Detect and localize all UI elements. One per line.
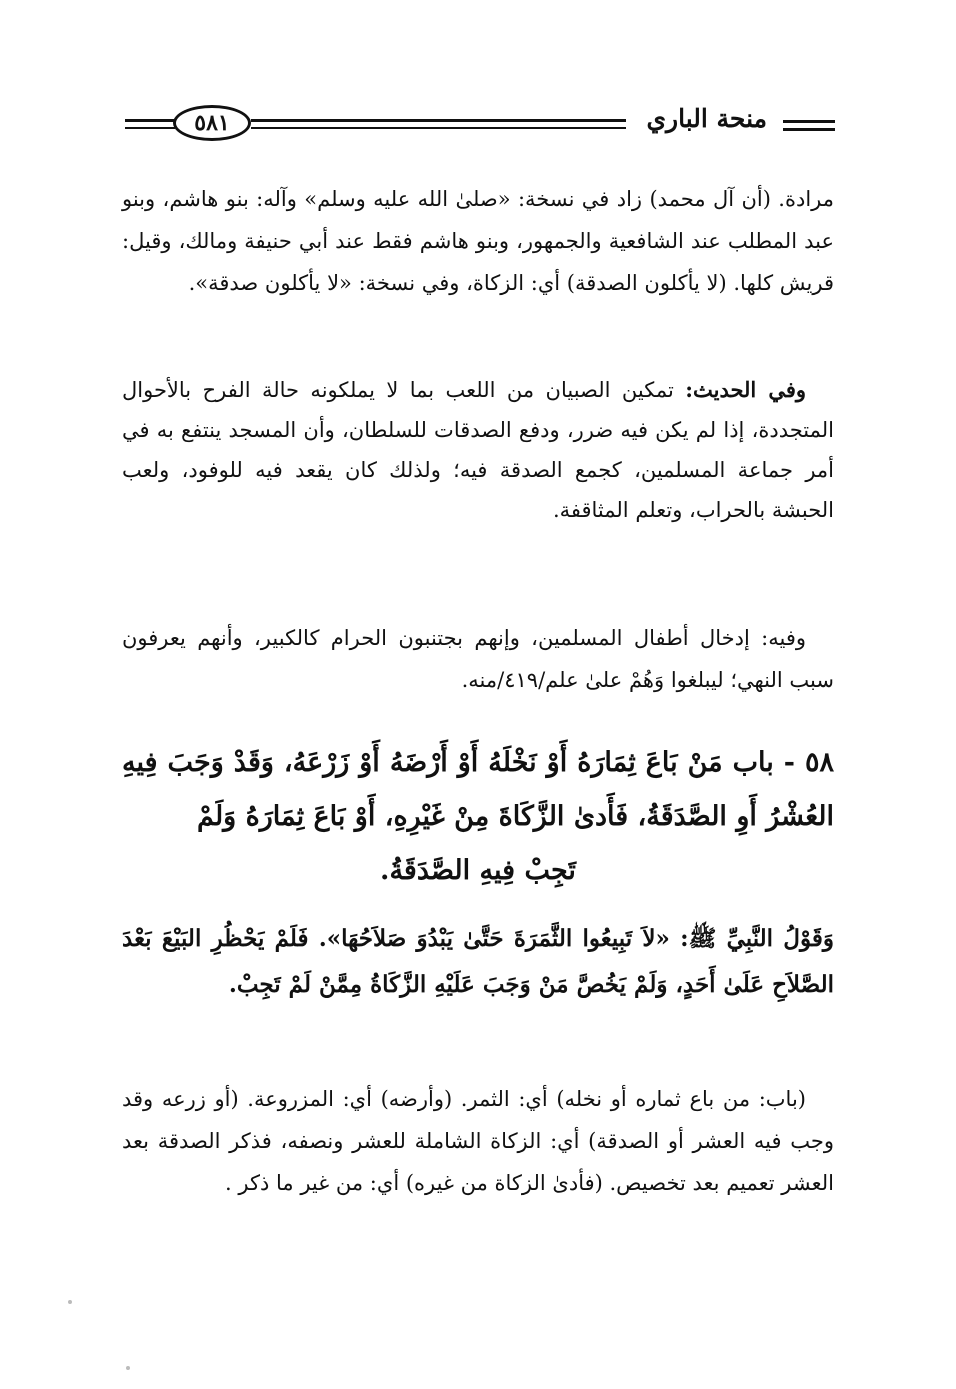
scan-speck (126, 1366, 130, 1370)
book-title: منحة الباري (646, 104, 767, 133)
scan-speck (68, 1300, 72, 1304)
chapter-heading (122, 736, 834, 898)
paragraph-lead: وفي الحديث: (685, 377, 807, 402)
commentary-paragraph-2 (122, 370, 834, 530)
paragraph-text: مرادة. (أن آل محمد) زاد في نسخة: «صلىٰ الله عليه وسلم» وآله: بنو هاشم، وبنو عبد المطلب عند الشافعية والجمهور، وبنو هاشم فقط عند أبي حنيفة ومالك، وقيل: قريش كلها. (لا يأكلون الصدقة) أي: الزكاة، وفي نسخة: «لا يأكلون صدقة». (122, 187, 834, 295)
paragraph-text: (باب: من باع ثماره أو نخله) أي: الثمر. (وأرضه) أي: المزروعة. (أو زرعه وقد وجب فيه العشر أو الصدقة) أي: الزكاة الشاملة للعشر ونصفه، فذكر الصدقة بعد العشر تعميم بعد تخصيص. (فأدىٰ الزكاة من غيره) أي: من غير ما ذكر . (122, 1087, 834, 1195)
page-number: ٥٨١ (173, 105, 251, 141)
paragraph-text: تمكين الصبيان من اللعب بما لا يملكونه حالة الفرح بالأحوال المتجددة، إذا لم يكن فيه ضرر، ودفع الصدقات للسلطان، وأن المسجد ينتفع به في أمر جماعة المسلمين، كجمع الصدقة فيه؛ ولذلك كان يقعد فيه للوفود، ولعب الحبشة بالحراب، وتعلم المثاقفة. (122, 378, 834, 522)
header-rule-right-top (783, 120, 835, 123)
header-rule-middle-top (251, 119, 626, 122)
header-rule-middle-bottom (251, 127, 626, 129)
header-rule-left-bottom (125, 127, 175, 129)
hadith-quote: وَقَوْلُ النَّبِيِّ ﷺ: «لاَ تَبِيعُوا الثَّمَرَةَ حَتَّىٰ يَبْدُوَ صَلاَحُهَا». فَلَمْ يَحْظُرِ البَيْعَ بَعْدَ الصَّلاَحِ عَلَىٰ أَحَدٍ، وَلَمْ يَخُصَّ مَنْ وَجَبَ عَلَيْهِ الزَّكَاةُ مِمَّنْ لَمْ تَجِبْ. (122, 925, 834, 998)
header-rule-left-top (125, 119, 175, 122)
hadith-text (122, 916, 834, 1008)
chapter-title: ٥٨ - باب مَنْ بَاعَ ثِمَارَهُ أَوْ نَخْلَهُ أَوْ أَرْضَهُ أَوْ زَرْعَهُ، وَقَدْ وَجَبَ فِيهِ العُشْرُ أَوِ الصَّدَقَةُ، فَأَدىٰ الزَّكَاةَ مِنْ غَيْرِهِ، أَوْ بَاعَ ثِمَارَهُ وَلَمْ (122, 747, 834, 832)
header-rule-right-bottom (783, 128, 835, 131)
paragraph-text: وفيه: إدخال أطفال المسلمين، وإنهم بجتنبون الحرام كالكبير، وأنهم يعرفون سبب النهي؛ ليبلغوا وَهُمْ علىٰ علم/٤١٩/منه. (122, 626, 834, 692)
commentary-paragraph-3 (122, 617, 834, 701)
running-header (125, 100, 835, 150)
chapter-title-last-line: تَجِبْ فِيهِ الصَّدَقَةُ. (380, 855, 576, 886)
commentary-paragraph-1 (122, 178, 834, 304)
commentary-paragraph-4 (122, 1078, 834, 1204)
